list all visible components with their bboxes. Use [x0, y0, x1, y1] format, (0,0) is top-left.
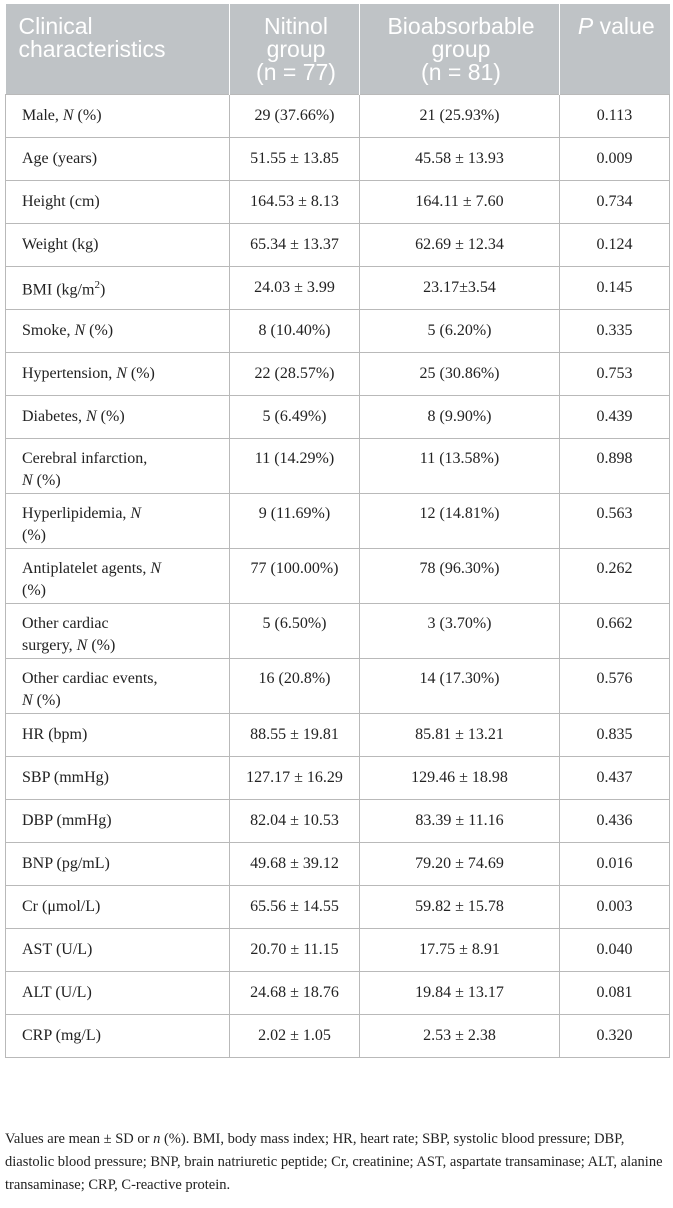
nitinol-value: 164.53 ± 8.13 — [230, 181, 360, 224]
bioabsorbable-value: 5 (6.20%) — [360, 310, 560, 353]
table-row — [6, 843, 670, 886]
row-label: Other cardiac surgery, N (%) — [6, 604, 230, 659]
bioabsorbable-value: 83.39 ± 11.16 — [360, 800, 560, 843]
header-p-value: P value — [560, 4, 670, 95]
nitinol-value: 20.70 ± 11.15 — [230, 929, 360, 972]
p-value: 0.437 — [560, 757, 670, 800]
bioabsorbable-value: 59.82 ± 15.78 — [360, 886, 560, 929]
table-row — [6, 267, 670, 310]
row-label: Cerebral infarction, N (%) — [6, 439, 230, 494]
nitinol-value: 8 (10.40%) — [230, 310, 360, 353]
p-value: 0.335 — [560, 310, 670, 353]
table-row — [6, 310, 670, 353]
table-row — [6, 439, 670, 494]
nitinol-value: 22 (28.57%) — [230, 353, 360, 396]
header-clinical-characteristics: Clinical characteristics — [6, 4, 230, 95]
bioabsorbable-value: 11 (13.58%) — [360, 439, 560, 494]
nitinol-value: 51.55 ± 13.85 — [230, 138, 360, 181]
bioabsorbable-value: 8 (9.90%) — [360, 396, 560, 439]
table-row — [6, 224, 670, 267]
nitinol-value: 24.68 ± 18.76 — [230, 972, 360, 1015]
p-value: 0.898 — [560, 439, 670, 494]
nitinol-value: 65.56 ± 14.55 — [230, 886, 360, 929]
nitinol-value: 49.68 ± 39.12 — [230, 843, 360, 886]
p-value: 0.320 — [560, 1015, 670, 1058]
row-label: Other cardiac events, N (%) — [6, 659, 230, 714]
nitinol-value: 29 (37.66%) — [230, 95, 360, 138]
table-row — [6, 659, 670, 714]
row-label: Age (years) — [6, 138, 230, 181]
table-row — [6, 353, 670, 396]
nitinol-value: 9 (11.69%) — [230, 494, 360, 549]
p-value: 0.662 — [560, 604, 670, 659]
bioabsorbable-value: 45.58 ± 13.93 — [360, 138, 560, 181]
row-label: ALT (U/L) — [6, 972, 230, 1015]
row-label: Antiplatelet agents, N (%) — [6, 549, 230, 604]
nitinol-value: 88.55 ± 19.81 — [230, 714, 360, 757]
p-value: 0.563 — [560, 494, 670, 549]
p-value: 0.262 — [560, 549, 670, 604]
table-row — [6, 181, 670, 224]
bioabsorbable-value: 85.81 ± 13.21 — [360, 714, 560, 757]
row-label: Smoke, N (%) — [6, 310, 230, 353]
clinical-characteristics-table — [5, 4, 670, 1058]
bioabsorbable-value: 25 (30.86%) — [360, 353, 560, 396]
p-value: 0.113 — [560, 95, 670, 138]
row-label: Weight (kg) — [6, 224, 230, 267]
bioabsorbable-value: 3 (3.70%) — [360, 604, 560, 659]
row-label: DBP (mmHg) — [6, 800, 230, 843]
nitinol-value: 16 (20.8%) — [230, 659, 360, 714]
row-label: CRP (mg/L) — [6, 1015, 230, 1058]
row-label: AST (U/L) — [6, 929, 230, 972]
bioabsorbable-value: 21 (25.93%) — [360, 95, 560, 138]
table-row — [6, 886, 670, 929]
row-label: Height (cm) — [6, 181, 230, 224]
table-row — [6, 714, 670, 757]
table-row — [6, 549, 670, 604]
p-value: 0.009 — [560, 138, 670, 181]
nitinol-value: 5 (6.49%) — [230, 396, 360, 439]
table-row — [6, 929, 670, 972]
bioabsorbable-value: 19.84 ± 13.17 — [360, 972, 560, 1015]
p-value: 0.835 — [560, 714, 670, 757]
bioabsorbable-value: 129.46 ± 18.98 — [360, 757, 560, 800]
header-bioabsorbable-group: Bioabsorbable group (n = 81) — [360, 4, 560, 95]
table-row — [6, 604, 670, 659]
p-value: 0.436 — [560, 800, 670, 843]
table-row — [6, 972, 670, 1015]
p-value: 0.081 — [560, 972, 670, 1015]
table-row — [6, 396, 670, 439]
p-value: 0.016 — [560, 843, 670, 886]
p-value: 0.753 — [560, 353, 670, 396]
bioabsorbable-value: 23.17±3.54 — [360, 267, 560, 310]
table-footnote: Values are mean ± SD or n (%). BMI, body mass index; HR, heart rate; SBP, systolic blood pressure; DBP, diastolic blood pressure; BNP, brain natriuretic peptide; Cr, creatinine; AST, aspartate transaminase; ALT, alanine transaminase; CRP, C-reactive protein. — [5, 1131, 663, 1193]
bioabsorbable-value: 17.75 ± 8.91 — [360, 929, 560, 972]
bioabsorbable-value: 12 (14.81%) — [360, 494, 560, 549]
table-header-row — [6, 4, 670, 95]
nitinol-value: 77 (100.00%) — [230, 549, 360, 604]
nitinol-value: 82.04 ± 10.53 — [230, 800, 360, 843]
bioabsorbable-value: 62.69 ± 12.34 — [360, 224, 560, 267]
p-value: 0.003 — [560, 886, 670, 929]
table-row — [6, 1015, 670, 1058]
bioabsorbable-value: 78 (96.30%) — [360, 549, 560, 604]
table-row — [6, 95, 670, 138]
row-label: Hyperlipidemia, N (%) — [6, 494, 230, 549]
row-label: BNP (pg/mL) — [6, 843, 230, 886]
row-label: Hypertension, N (%) — [6, 353, 230, 396]
row-label: HR (bpm) — [6, 714, 230, 757]
nitinol-value: 65.34 ± 13.37 — [230, 224, 360, 267]
row-label: BMI $(kg/m^2)$ — [6, 267, 230, 310]
bioabsorbable-value: 2.53 ± 2.38 — [360, 1015, 560, 1058]
p-value: 0.124 — [560, 224, 670, 267]
p-value: 0.734 — [560, 181, 670, 224]
row-label: Diabetes, N (%) — [6, 396, 230, 439]
table-row — [6, 138, 670, 181]
row-label: Male, N (%) — [6, 95, 230, 138]
header-nitinol-group: Nitinol group (n = 77) — [230, 4, 360, 95]
table-row — [6, 757, 670, 800]
nitinol-value: 2.02 ± 1.05 — [230, 1015, 360, 1058]
p-value: 0.040 — [560, 929, 670, 972]
table-row — [6, 494, 670, 549]
row-label: SBP (mmHg) — [6, 757, 230, 800]
p-value: 0.576 — [560, 659, 670, 714]
row-label: Cr (μmol/L) — [6, 886, 230, 929]
nitinol-value: 24.03 ± 3.99 — [230, 267, 360, 310]
nitinol-value: 5 (6.50%) — [230, 604, 360, 659]
p-value: 0.439 — [560, 396, 670, 439]
p-value: 0.145 — [560, 267, 670, 310]
nitinol-value: 127.17 ± 16.29 — [230, 757, 360, 800]
bioabsorbable-value: 79.20 ± 74.69 — [360, 843, 560, 886]
bioabsorbable-value: 14 (17.30%) — [360, 659, 560, 714]
table-row — [6, 800, 670, 843]
nitinol-value: 11 (14.29%) — [230, 439, 360, 494]
bioabsorbable-value: 164.11 ± 7.60 — [360, 181, 560, 224]
